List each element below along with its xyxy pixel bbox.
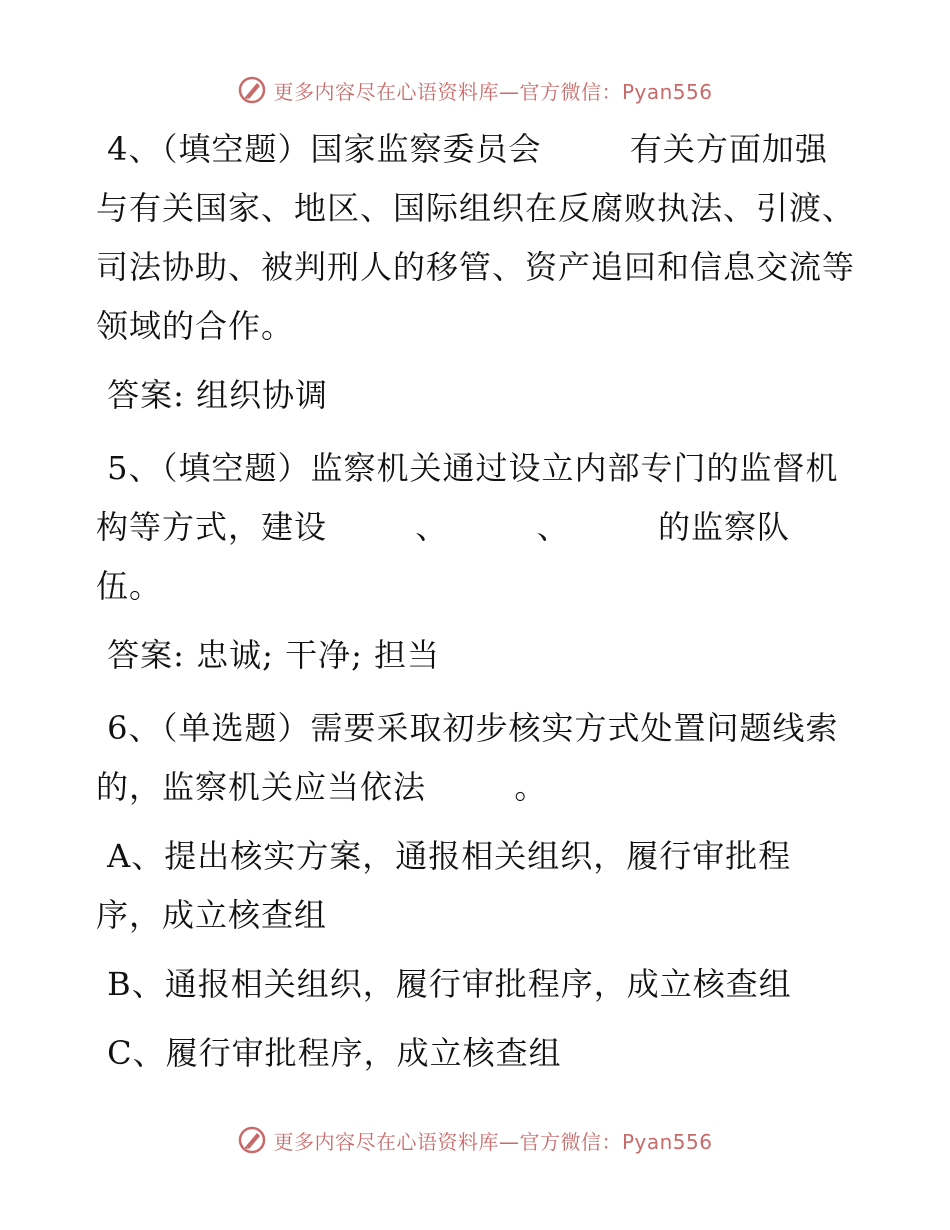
watermark-text: 更多内容尽在心语资料库—官方微信：Pyan556 <box>273 79 713 104</box>
answer-5: 答案: 忠诚; 干净; 担当 <box>96 636 441 674</box>
watermark-text: 更多内容尽在心语资料库—官方微信：Pyan556 <box>273 1129 713 1154</box>
question-6: 6、（单选题）需要采取初步核实方式处置问题线索的，监察机关应当依法 。 <box>96 709 839 806</box>
pen-logo-icon <box>237 75 267 105</box>
watermark-footer <box>0 1120 950 1160</box>
document-body <box>96 120 856 1083</box>
option-a: A、提出核实方案，通报相关组织，履行审批程序，成立核查组 <box>96 837 792 934</box>
question-4: 4、（填空题）国家监察委员会 有关方面加强与有关国家、地区、国际组织在反腐败执法、引渡、司法协助、被判刑人的移管、资产追回和信息交流等领域的合作。 <box>96 130 856 345</box>
watermark-header <box>0 70 950 110</box>
question-5: 5、（填空题）监察机关通过设立内部专门的监督机构等方式，建设 、 、 的监察队伍。 <box>96 449 839 605</box>
option-c: C、履行审批程序，成立核查组 <box>96 1034 562 1072</box>
pen-logo-icon <box>237 1125 267 1155</box>
option-b: B、通报相关组织，履行审批程序，成立核查组 <box>96 965 792 1003</box>
answer-4: 答案: 组织协调 <box>96 376 329 414</box>
